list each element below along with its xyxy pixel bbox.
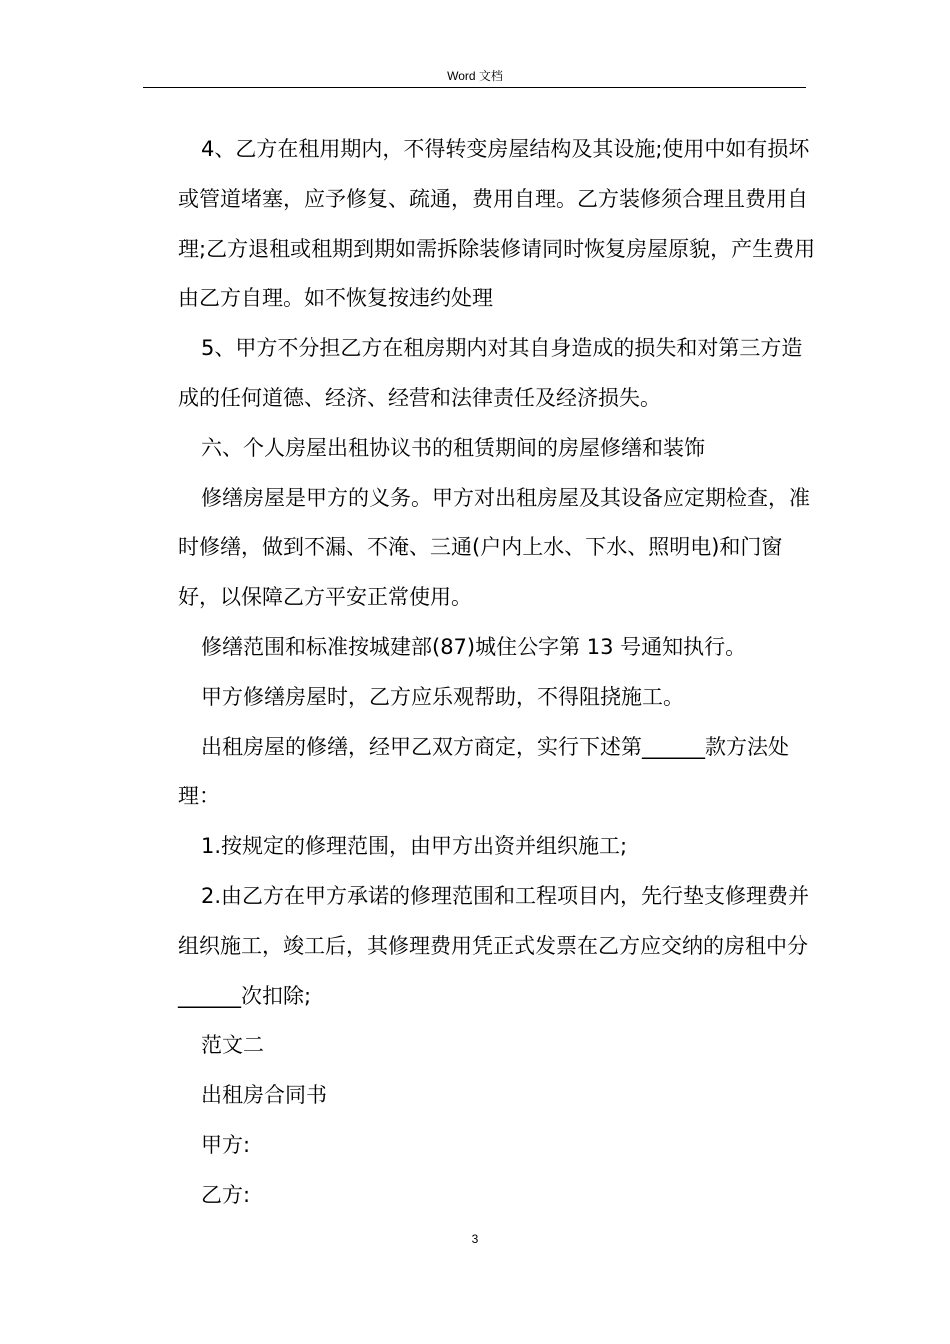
party-b-label: 乙方: bbox=[201, 1182, 251, 1207]
sample-heading: 范文二 bbox=[201, 1033, 264, 1058]
section-heading-repairs: 六、个人房屋出租协议书的租赁期间的房屋修缮和装饰 bbox=[201, 435, 705, 460]
list-item-method-1: 1.按规定的修理范围，由甲方出资并组织施工; bbox=[201, 834, 628, 859]
document-body bbox=[178, 125, 818, 1221]
list-item-method-2: 2.由乙方在甲方承诺的修理范围和工程项目内，先行垫支修理费并组织施工，竣工后，其修理费用凭正式发票在乙方应交纳的房租中分______次扣除; bbox=[178, 883, 810, 1008]
page-number: 3 bbox=[471, 1232, 479, 1246]
paragraph-repair-cooperation: 甲方修缮房屋时，乙方应乐观帮助，不得阻挠施工。 bbox=[201, 684, 684, 709]
paragraph-repair-scope: 修缮范围和标准按城建部(87)城住公字第 13 号通知执行。 bbox=[201, 634, 747, 659]
paragraph-repair-method: 出租房屋的修缮，经甲乙双方商定，实行下述第______款方法处理： bbox=[178, 734, 789, 809]
header-divider bbox=[143, 87, 806, 88]
paragraph-clause-5: 5、甲方不分担乙方在租房期内对其自身造成的损失和对第三方造成的任何道德、经济、经营和法律责任及经济损失。 bbox=[178, 336, 803, 410]
contract-title: 出租房合同书 bbox=[201, 1083, 327, 1108]
paragraph-repair-duty: 修缮房屋是甲方的义务。甲方对出租房屋及其设备应定期检查，准时修缮，做到不漏、不淹、三通(户内上水、下水、照明电)和门窗好，以保障乙方平安正常使用。 bbox=[178, 485, 810, 610]
paragraph-clause-4: 4、乙方在租用期内，不得转变房屋结构及其设施;使用中如有损坏或管道堵塞，应予修复、疏通，费用自理。乙方装修须合理且费用自理;乙方退租或租期到期如需拆除装修请同时恢复房屋原貌，产生费用由乙方自理。如不恢复按违约处理 bbox=[178, 137, 816, 311]
page-header-title: Word 文档 bbox=[447, 69, 503, 83]
party-a-label: 甲方: bbox=[201, 1132, 251, 1157]
